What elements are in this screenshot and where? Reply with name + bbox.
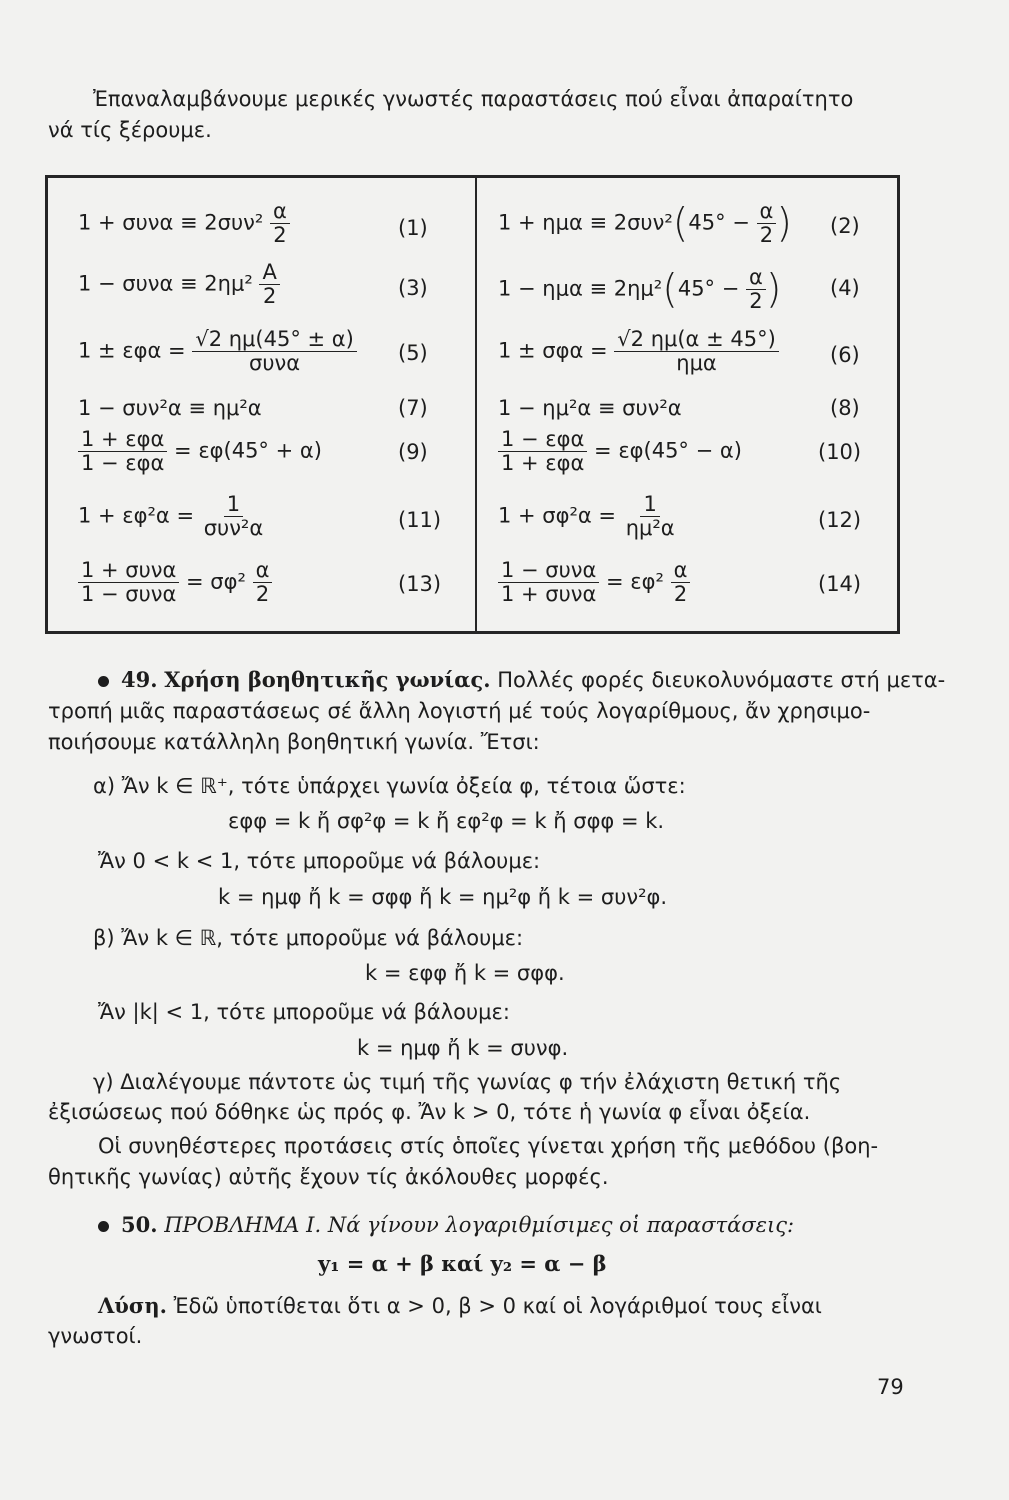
formula-table bbox=[45, 175, 900, 634]
formula-5: 1 ± εφα = $\frac{√2 \eta\mu(45^\circ \pm \alpha)}{\text{συνα}}$ bbox=[78, 328, 357, 375]
formula-7: 1 − συν²α ≡ ημ²α bbox=[78, 396, 262, 420]
formula-number-3: (3) bbox=[398, 276, 428, 300]
formula-number-14: (14) bbox=[818, 572, 862, 596]
formula-number-5: (5) bbox=[398, 341, 428, 365]
case-b-sub-options: k = ημφ ἤ k = συνφ. bbox=[357, 1036, 569, 1060]
formula-number-6: (6) bbox=[830, 343, 860, 367]
formula-number-1: (1) bbox=[398, 216, 428, 240]
section-50-heading: 50. ΠΡΟΒΛΗΜΑ Ι. Νά γίνουν λογαριθμίσιμες οἱ παραστάσεις: bbox=[98, 1209, 794, 1241]
methods-line-2: θητικῆς γωνίας) αὐτῆς ἔχουν τίς ἀκόλουθες μορφές. bbox=[48, 1165, 609, 1189]
case-a-subcase: Ἄν 0 < k < 1, τότε μποροῦμε νά βάλουμε: bbox=[98, 849, 541, 873]
formula-8: 1 − ημ²α ≡ συν²α bbox=[498, 396, 682, 420]
formula-number-13: (13) bbox=[398, 572, 442, 596]
section-49-line-3: ποιήσουμε κατάλληλη βοηθητική γωνία. Ἔτσι: bbox=[48, 730, 540, 754]
formula-2: 1 + ημα ≡ 2συν²(45° − $\frac{\alpha}{2}$ ) bbox=[498, 199, 792, 248]
formula-number-9: (9) bbox=[398, 440, 428, 464]
table-divider bbox=[475, 178, 477, 631]
bullet-icon bbox=[98, 676, 109, 687]
case-b-options: k = εφφ ἤ k = σφφ. bbox=[365, 961, 565, 985]
formula-12: 1 + σφ²α = $\frac{1}{\text{ημ²α}}$ bbox=[498, 492, 675, 541]
case-a-sub-options: k = ημφ ἤ k = σφφ ἤ k = ημ²φ ἤ k = συν²φ. bbox=[218, 885, 668, 909]
formula-number-7: (7) bbox=[398, 396, 428, 420]
formula-9: $\frac{\text{1 + εφα}}{\text{1 − εφα}}$ = εφ(45° + α) bbox=[78, 428, 322, 475]
formula-4: 1 − ημα ≡ 2ημ²(45° − $\frac{\alpha}{2}$ ) bbox=[498, 265, 782, 314]
formula-number-10: (10) bbox=[818, 440, 862, 464]
formula-11: 1 + εφ²α = $\frac{1}{\text{συν²α}}$ bbox=[78, 492, 264, 541]
formula-10: $\frac{\text{1 − εφα}}{\text{1 + εφα}}$ = εφ(45° − α) bbox=[498, 428, 742, 475]
case-b-subcase: Ἄν |k| < 1, τότε μποροῦμε νά βάλουμε: bbox=[98, 1000, 510, 1024]
bullet-icon bbox=[98, 1221, 109, 1232]
formula-1: 1 + συνα ≡ 2συν² $\frac{\alpha}{2}$ bbox=[78, 200, 290, 247]
formula-number-2: (2) bbox=[830, 214, 860, 238]
page-number: 79 bbox=[877, 1375, 904, 1399]
formula-number-8: (8) bbox=[830, 396, 860, 420]
intro-line-1: Ἐπαναλαμβάνουμε μερικές γνωστές παραστάσεις πού εἶναι ἀπαραίτητο bbox=[93, 87, 854, 111]
solution-line-2: γνωστοί. bbox=[48, 1324, 143, 1348]
case-a-intro: α) Ἄν k ∈ ℝ⁺, τότε ὑπάρχει γωνία ὀξεία φ, τέτοια ὥστε: bbox=[93, 774, 686, 798]
formula-number-12: (12) bbox=[818, 508, 862, 532]
section-49-heading: 49. Χρήση βοηθητικῆς γωνίας. Πολλές φορές διευκολυνόμαστε στή μετα- bbox=[98, 664, 945, 696]
section-49-line-2: τροπή μιᾶς παραστάσεως σέ ἄλλη λογιστή μέ τούς λογαρίθμους, ἄν χρησιμο- bbox=[48, 699, 871, 723]
case-c-line-2: ἐξισώσεως πού δόθηκε ὡς πρός φ. Ἄν k > 0, τότε ἡ γωνία φ εἶναι ὀξεία. bbox=[48, 1100, 811, 1124]
section-50-equation: y₁ = α + β καί y₂ = α − β bbox=[318, 1251, 607, 1276]
formula-13: $\frac{\text{1 + συνα}}{\text{1 − συνα}}$ = σφ² $\frac{\alpha}{2}$ bbox=[78, 559, 272, 606]
formula-number-11: (11) bbox=[398, 508, 442, 532]
formula-14: $\frac{\text{1 − συνα}}{\text{1 + συνα}}$ = εφ² $\frac{\alpha}{2}$ bbox=[498, 559, 690, 606]
formula-3: 1 − συνα ≡ 2ημ² $\frac{A}{2}$ bbox=[78, 261, 280, 308]
formula-number-4: (4) bbox=[830, 276, 860, 300]
intro-line-2: νά τίς ξέρουμε. bbox=[48, 118, 212, 142]
case-b-intro: β) Ἄν k ∈ ℝ, τότε μποροῦμε νά βάλουμε: bbox=[93, 926, 524, 950]
methods-line-1: Οἱ συνηθέστερες προτάσεις στίς ὁποῖες γίνεται χρήση τῆς μεθόδου (βοη- bbox=[98, 1134, 879, 1158]
solution-line-1: Λύση. Ἐδῶ ὑποτίθεται ὅτι α > 0, β > 0 καί οἱ λογάριθμοί τους εἶναι bbox=[98, 1293, 822, 1318]
formula-6: 1 ± σφα = $\frac{√2 \eta\mu(\alpha \pm 45^\circ)}{\text{ημα}}$ bbox=[498, 328, 779, 375]
case-c-line-1: γ) Διαλέγουμε πάντοτε ὡς τιμή τῆς γωνίας φ τήν ἐλάχιστη θετική τῆς bbox=[93, 1070, 842, 1094]
case-a-options: εφφ = k ἤ σφ²φ = k ἤ εφ²φ = k ἤ σφφ = k. bbox=[228, 809, 665, 833]
